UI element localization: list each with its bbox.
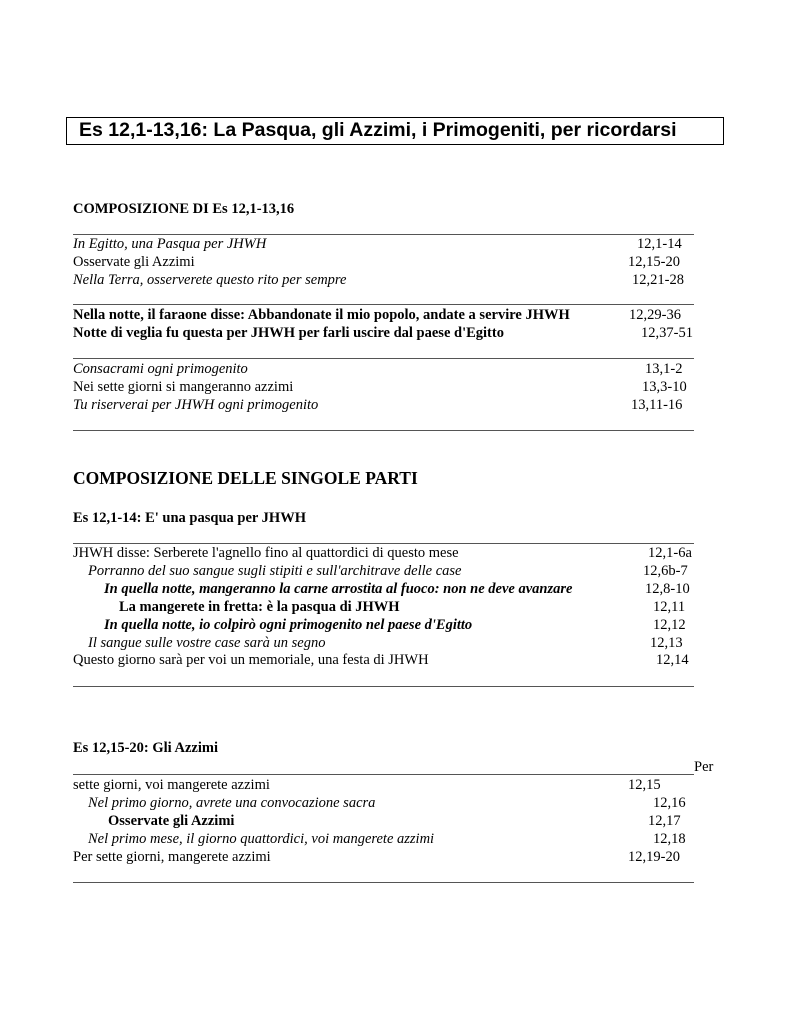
composition-item-ref: 12,37-51 bbox=[641, 325, 693, 341]
part1-row-ref: 12,14 bbox=[656, 652, 689, 668]
divider bbox=[73, 234, 694, 235]
composition-item-text: Notte di veglia fu questa per JHWH per farli uscire dal paese d'Egitto bbox=[73, 325, 504, 341]
part1-row-ref: 12,1-6a bbox=[648, 545, 692, 561]
composition-item-ref: 12,15-20 bbox=[628, 254, 680, 270]
composition-item-text: In Egitto, una Pasqua per JHWH bbox=[73, 236, 267, 252]
composition-item-text: Osservate gli Azzimi bbox=[73, 254, 195, 270]
part2-row-ref: 12,17 bbox=[648, 813, 681, 829]
part1-row-ref: 12,13 bbox=[650, 635, 683, 651]
part2-row-text: Nel primo mese, il giorno quattordici, voi mangerete azzimi bbox=[88, 831, 435, 847]
divider bbox=[73, 358, 694, 359]
parts-heading: COMPOSIZIONE DELLE SINGOLE PARTI bbox=[73, 468, 418, 488]
part1-heading: Es 12,1-14: E' una pasqua per JHWH bbox=[73, 510, 306, 526]
part1-row-ref: 12,12 bbox=[653, 617, 686, 633]
part2-row-text: Per sette giorni, mangerete azzimi bbox=[73, 849, 271, 865]
part2-heading: Es 12,15-20: Gli Azzimi bbox=[73, 740, 218, 756]
part2-overflow-word: Per bbox=[694, 759, 714, 775]
divider bbox=[73, 686, 694, 687]
part1-row-text: Questo giorno sarà per voi un memoriale, una festa di JHWH bbox=[73, 652, 429, 668]
composition-item-text: Nella notte, il faraone disse: Abbandonate il mio popolo, andate a servire JHWH bbox=[73, 307, 570, 323]
part1-row-text: Il sangue sulle vostre case sarà un segno bbox=[88, 635, 326, 651]
part1-row-text: In quella notte, io colpirò ogni primogenito nel paese d'Egitto bbox=[104, 617, 473, 633]
composition-item-ref: 12,29-36 bbox=[629, 307, 681, 323]
part2-row-text: sette giorni, voi mangerete azzimi bbox=[73, 777, 270, 793]
page-title: Es 12,1-13,16: La Pasqua, gli Azzimi, i Primogeniti, per ricordarsi bbox=[79, 119, 677, 141]
part2-row-text: Nel primo giorno, avrete una convocazione sacra bbox=[88, 795, 376, 811]
composition-item-text: Tu riserverai per JHWH ogni primogenito bbox=[73, 397, 319, 413]
composition-item-text: Nei sette giorni si mangeranno azzimi bbox=[73, 379, 294, 395]
part1-row-ref: 12,11 bbox=[653, 599, 686, 615]
composition-item-ref: 13,3-10 bbox=[642, 379, 687, 395]
divider bbox=[73, 543, 694, 544]
part2-row-ref: 12,16 bbox=[653, 795, 686, 811]
part1-row-ref: 12,8-10 bbox=[645, 581, 690, 597]
composition-heading: COMPOSIZIONE DI Es 12,1-13,16 bbox=[73, 201, 295, 217]
part2-row-ref: 12,15 bbox=[628, 777, 661, 793]
part1-row-ref: 12,6b-7 bbox=[643, 563, 688, 579]
composition-item-ref: 13,1-2 bbox=[645, 361, 683, 377]
composition-item-ref: 12,1-14 bbox=[637, 236, 682, 252]
composition-item-text: Nella Terra, osserverete questo rito per sempre bbox=[73, 272, 347, 288]
divider bbox=[73, 430, 694, 431]
divider bbox=[73, 304, 694, 305]
part2-row-ref: 12,19-20 bbox=[628, 849, 680, 865]
part1-row-text: JHWH disse: Serberete l'agnello fino al quattordici di questo mese bbox=[73, 545, 459, 561]
title-box bbox=[66, 117, 724, 145]
composition-item-ref: 12,21-28 bbox=[632, 272, 684, 288]
part1-row-text: In quella notte, mangeranno la carne arrostita al fuoco: non ne deve avanzare bbox=[104, 581, 573, 597]
part2-row-ref: 12,18 bbox=[653, 831, 686, 847]
composition-item-ref: 13,11-16 bbox=[631, 397, 683, 413]
part2-row-text: Osservate gli Azzimi bbox=[108, 813, 235, 829]
divider bbox=[73, 882, 694, 883]
divider bbox=[73, 774, 694, 775]
composition-item-text: Consacrami ogni primogenito bbox=[73, 361, 248, 377]
part1-row-text: Porranno del suo sangue sugli stipiti e sull'architrave delle case bbox=[88, 563, 462, 579]
part1-row-text: La mangerete in fretta: è la pasqua di JHWH bbox=[119, 599, 400, 615]
